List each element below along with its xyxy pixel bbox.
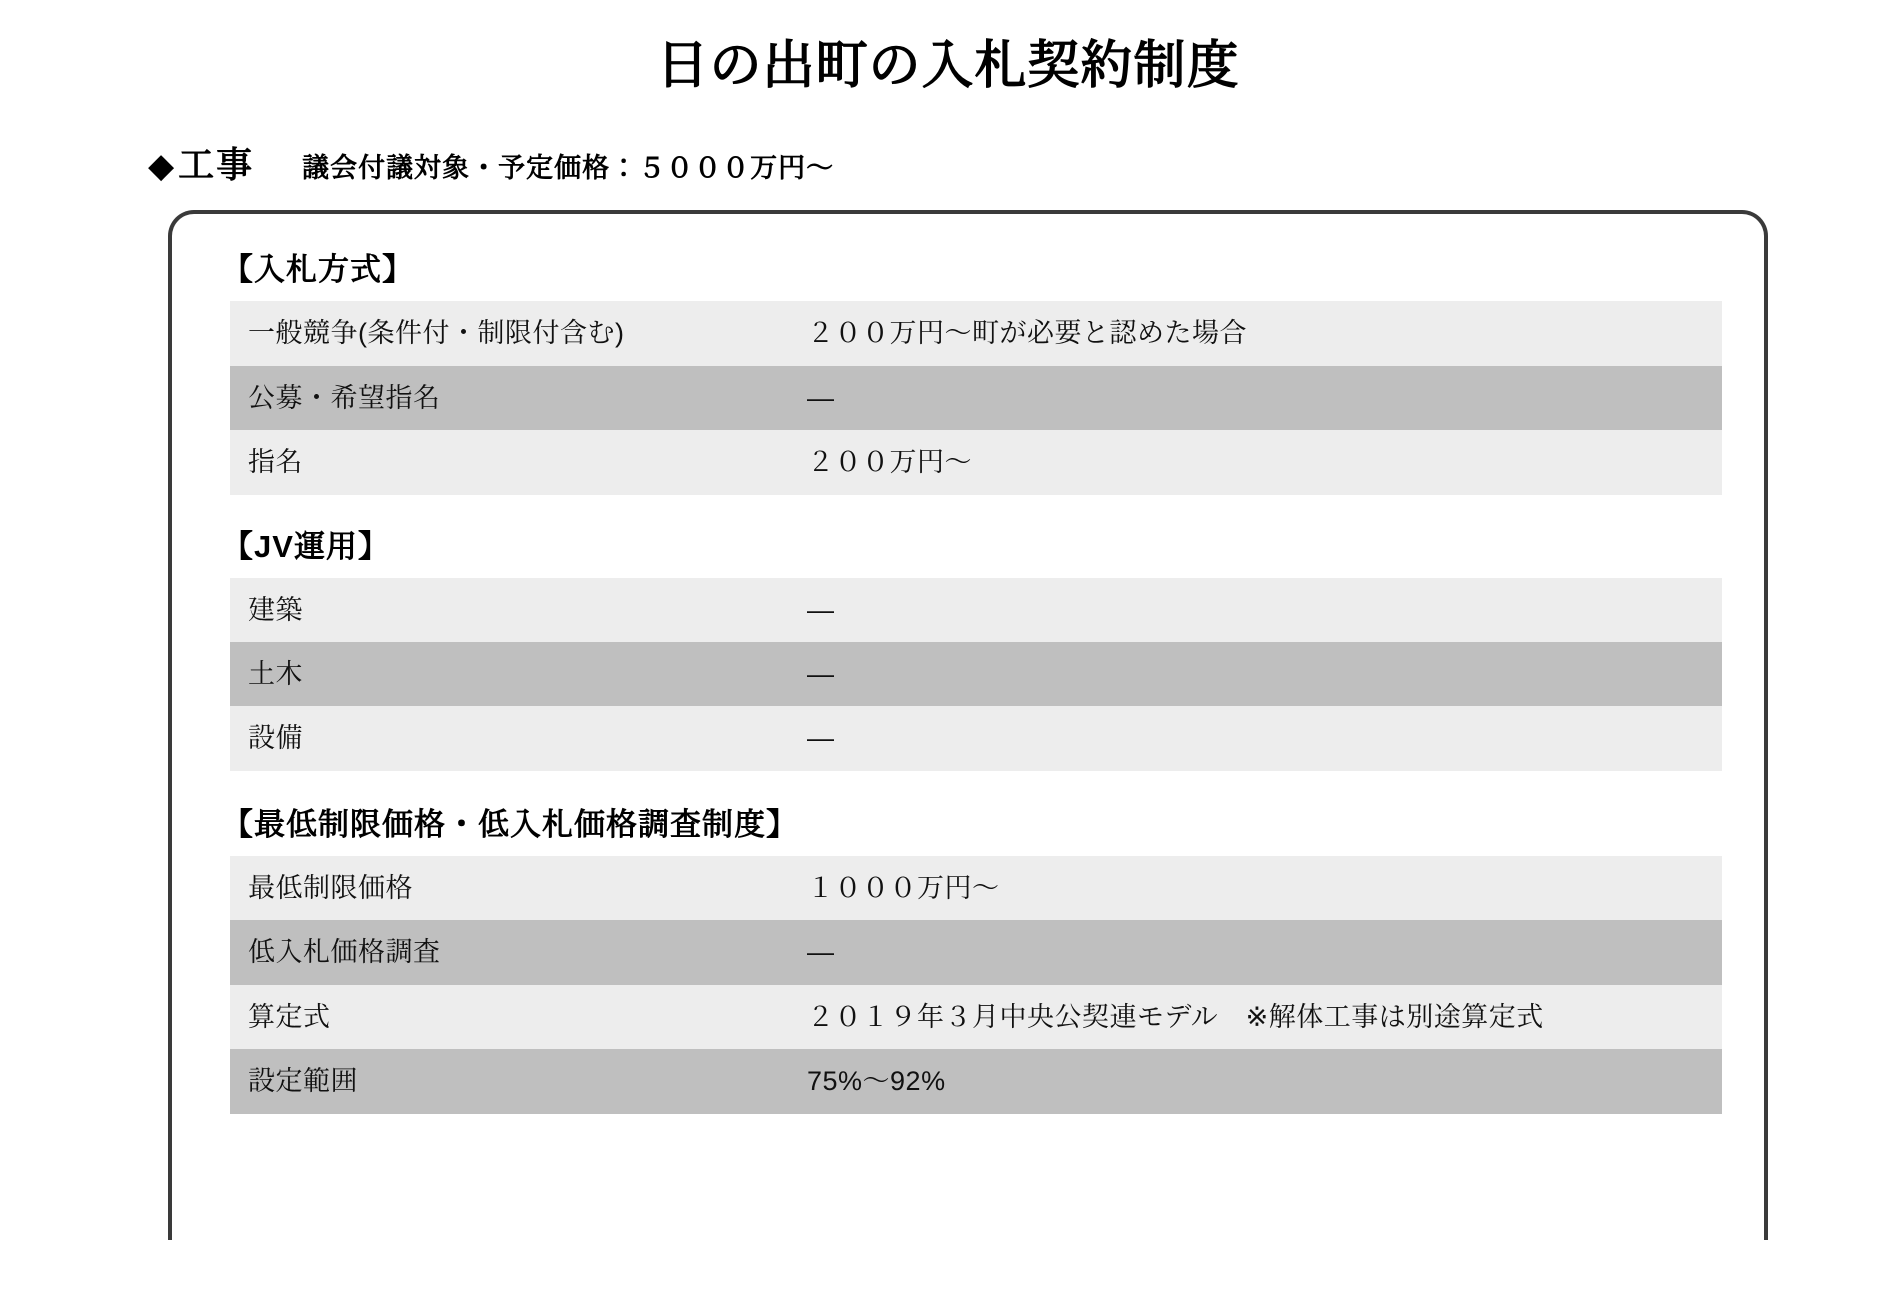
table-row [230, 430, 1722, 494]
section-heading-minimum-price: 【最低制限価格・低入札価格調査制度】 [222, 806, 798, 842]
row-value: ― [785, 920, 1722, 984]
table-row [230, 856, 1722, 920]
section-heading-jv: 【JV運用】 [222, 528, 390, 564]
row-label: 土木 [230, 642, 785, 706]
table-row [230, 578, 1722, 642]
subhead [148, 137, 1896, 188]
section-heading-bid-method: 【入札方式】 [222, 252, 414, 288]
row-label: 公募・希望指名 [230, 366, 785, 430]
row-value: ― [785, 642, 1722, 706]
row-label: 一般競争(条件付・制限付含む) [230, 301, 785, 365]
table-row [230, 920, 1722, 984]
row-value: １０００万円〜 [785, 856, 1722, 920]
row-label: 設備 [230, 706, 785, 770]
row-value: 75%〜92% [785, 1049, 1722, 1113]
row-value: ２０１９年３月中央公契連モデル ※解体工事は別途算定式 [785, 985, 1722, 1049]
table-row [230, 301, 1722, 365]
diamond-bullet-icon: ◆ [148, 147, 175, 186]
table-minimum-price [230, 856, 1722, 1114]
row-value: ― [785, 366, 1722, 430]
row-label: 建築 [230, 578, 785, 642]
content-panel [168, 210, 1768, 1240]
table-row [230, 985, 1722, 1049]
subhead-note: 議会付議対象・予定価格：５０００万円〜 [302, 153, 835, 184]
table-row [230, 642, 1722, 706]
row-value: ２００万円〜 [785, 430, 1722, 494]
row-value: ２００万円〜町が必要と認めた場合 [785, 301, 1722, 365]
table-row [230, 366, 1722, 430]
row-value: ― [785, 706, 1722, 770]
table-bid-method [230, 301, 1722, 494]
row-label: 設定範囲 [230, 1049, 785, 1113]
page-title: 日の出町の入札契約制度 [656, 37, 1240, 95]
row-label: 指名 [230, 430, 785, 494]
table-row [230, 706, 1722, 770]
row-value: ― [785, 578, 1722, 642]
row-label: 低入札価格調査 [230, 920, 785, 984]
table-jv [230, 578, 1722, 771]
subhead-label: 工事 [178, 144, 255, 186]
table-row [230, 1049, 1722, 1113]
row-label: 最低制限価格 [230, 856, 785, 920]
row-label: 算定式 [230, 985, 785, 1049]
